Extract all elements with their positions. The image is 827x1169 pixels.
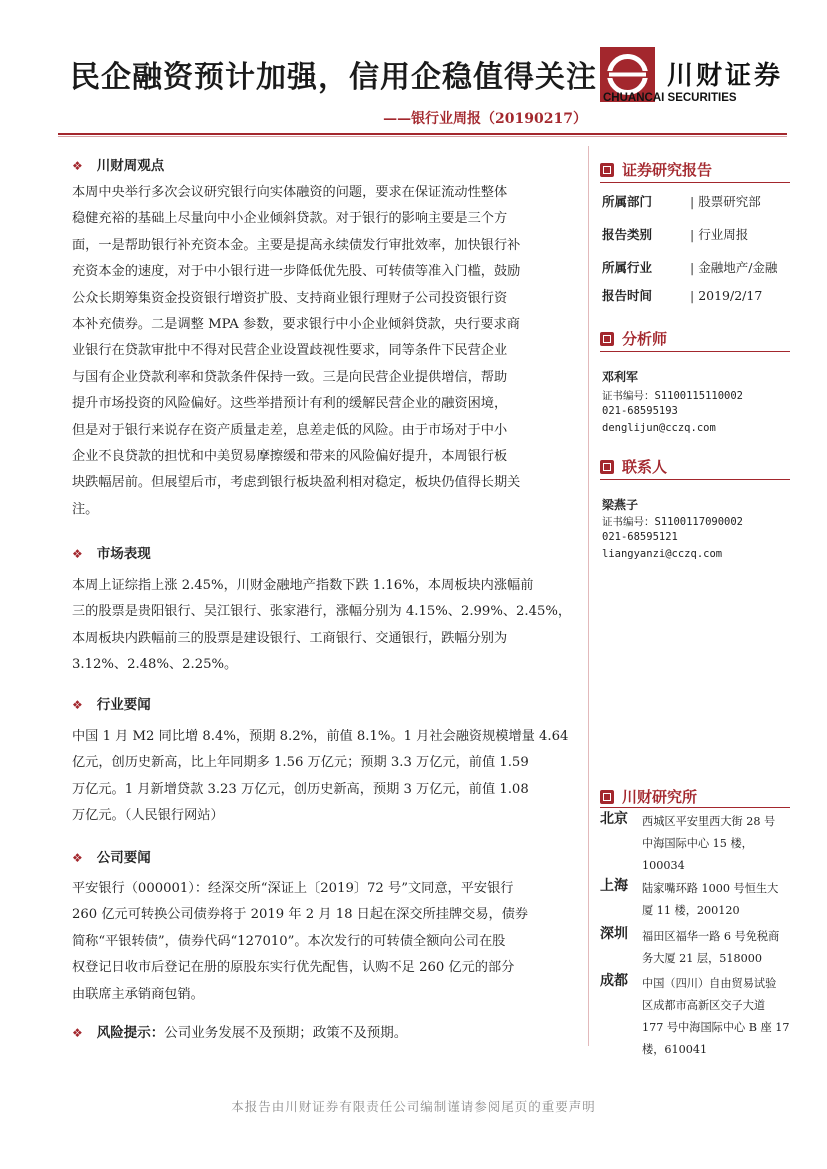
section-heading-company: ❖ 公司要闻 (72, 850, 151, 866)
text-line: 本周板块内跌幅前三的股票是建设银行、工商银行、交通银行，跌幅分别为 (72, 630, 508, 646)
meta-row: 报告时间| 2019/2/17 (602, 286, 762, 304)
text-line: 充资本金的速度，对于中小银行进一步降低优先股、可转债等准入门槛，鼓励 (72, 264, 521, 280)
analyst-phone: 021-68595193 (602, 405, 678, 417)
section-square-icon (600, 332, 614, 346)
text-line: 与国有企业贷款利率和贷款条件保持一致。三是向民营企业提供增信，帮助 (72, 369, 508, 385)
section-heading-view: ❖ 川财周观点 (72, 158, 165, 174)
industry-paragraph (72, 724, 580, 830)
risk-warning (72, 1021, 407, 1041)
report-meta-heading: 证券研究报告 (600, 159, 712, 180)
text-line: 简称“平银转债”，债券代码“127010”。本次发行的可转债全额向公司在股 (72, 933, 506, 949)
text-line: 三的股票是贵阳银行、吴江银行、张家港行，涨幅分别为 4.15%、2.99%、2.45%， (72, 604, 572, 620)
risk-label: 风险提示： (96, 1025, 165, 1041)
report-title: 民企融资预计加强，信用企稳值得关注 (70, 60, 597, 95)
text-line: 但是对于银行来说存在资产质量走差，息差走低的风险。由于市场对于中小 (72, 422, 508, 438)
text-line: 企业不良贷款的担忧和中美贸易摩擦缓和带来的风险偏好提升，本周银行板 (72, 449, 508, 465)
text-line: 权登记日收市后登记在册的原股东实行优先配售，认购不足 260 亿元的部分 (72, 960, 515, 976)
diamond-bullet-icon: ❖ (72, 159, 83, 173)
risk-text: 公司业务发展不及预期；政策不及预期。 (164, 1025, 408, 1041)
market-paragraph (72, 573, 580, 679)
text-line: 中国 1 月 M2 同比增 8.4%，预期 8.2%，前值 8.1%。1 月社会融资规模增量 4.64 (72, 729, 569, 744)
column-divider (588, 146, 589, 1046)
text-line: 稳健充裕的基础上尽量向中小企业倾斜贷款。对于银行的影响主要是三个方 (72, 211, 508, 227)
report-subtitle: ——银行业周报（20190217） (383, 111, 587, 127)
diamond-bullet-icon: ❖ (72, 547, 83, 561)
text-line: 本补充债券。二是调整 MPA 参数，要求银行中小企业倾斜贷款，央行要求商 (72, 317, 520, 333)
analyst-name: 邓利军 (602, 370, 639, 384)
meta-row: 报告类别| 行业周报 (602, 225, 748, 243)
header-divider (58, 133, 787, 135)
analyst-heading: 分析师 (600, 328, 667, 349)
logo-english-name: CHUANCAI SECURITIES (603, 92, 737, 104)
office-address: 福田区福华一路 6 号免税商 务大厦 21 层，518000 (642, 930, 780, 965)
contact-email[interactable]: liangyanzi@cczq.com (602, 548, 723, 560)
contact-phone: 021-68595121 (602, 531, 678, 543)
diamond-bullet-icon: ❖ (72, 698, 83, 712)
sidebar-divider (600, 182, 790, 183)
office-address: 西城区平安里西大街 28 号 中海国际中心 15 楼， 100034 (642, 815, 776, 872)
section-square-icon (600, 790, 614, 804)
section-square-icon (600, 460, 614, 474)
meta-row: 所属部门| 股票研究部 (602, 192, 761, 210)
text-line: 业银行在贷款审批中不得对民营企业设置歧视性要求，同等条件下民营企业 (72, 343, 508, 359)
office-address: 陆家嘴环路 1000 号恒生大 厦 11 楼，200120 (642, 882, 779, 917)
contact-heading: 联系人 (600, 456, 667, 477)
text-line: 提升市场投资的风险偏好。这些举措预计有利的缓解民营企业的融资困境， (72, 396, 508, 412)
institute-heading: 川财研究所 (600, 786, 697, 807)
view-paragraph (72, 180, 580, 523)
footer-disclaimer: 本报告由川财证券有限责任公司编制谨请参阅尾页的重要声明 (231, 1099, 596, 1114)
text-line: 平安银行（000001）：经深交所“深证上〔2019〕72 号”文同意，平安银行 (72, 881, 514, 896)
contact-cert: 证书编号：S1100117090002 (602, 516, 744, 528)
text-line: 注。 (72, 501, 99, 517)
text-line: 块跌幅居前。但展望后市，考虑到银行板块盈利相对稳定，板块仍值得长期关 (72, 475, 521, 491)
section-heading-industry: ❖ 行业要闻 (72, 697, 151, 713)
text-line: 公众长期筹集资金投资银行增资扩股、支持商业银行理财子公司投资银行资 (72, 290, 508, 306)
office-city: 北京 (600, 811, 628, 827)
diamond-bullet-icon: ❖ (72, 851, 83, 865)
text-line: 260 亿元可转换公司债券将于 2019 年 2 月 18 日起在深交所挂牌交易，债券 (72, 907, 529, 923)
text-line: 本周中央举行多次会议研究银行向实体融资的问题，要求在保证流动性整体 (72, 185, 508, 200)
office-city: 成都 (600, 973, 628, 989)
text-line: 万亿元。（人民银行网站） (72, 808, 224, 824)
company-paragraph (72, 876, 580, 1008)
text-line: 亿元，创历史新高，比上年同期多 1.56 万亿元；预期 3.3 万亿元，前值 1.59 (72, 755, 529, 771)
section-heading-market: ❖ 市场表现 (72, 546, 151, 562)
meta-row: 所属行业| 金融地产/金融 (602, 258, 777, 276)
sidebar-divider (600, 807, 790, 808)
text-line: 万亿元。1 月新增贷款 3.23 万亿元，创历史新高，预期 3 万亿元，前值 1.08 (72, 781, 529, 797)
text-line: 面，一是帮助银行补充资本金。主要是提高永续债发行审批效率，加快银行补 (72, 237, 521, 253)
analyst-cert: 证书编号：S1100115110002 (602, 390, 744, 402)
diamond-bullet-icon: ❖ (72, 1026, 83, 1040)
sidebar-divider (600, 351, 790, 352)
logo-chinese-name: 川财证券 (667, 61, 784, 91)
text-line: 3.12%、2.48%、2.25%。 (72, 657, 238, 673)
contact-name: 梁燕子 (602, 498, 639, 512)
office-city: 深圳 (600, 926, 628, 942)
section-square-icon (600, 163, 614, 177)
text-line: 由联席主承销商包销。 (72, 986, 204, 1002)
office-city: 上海 (600, 878, 628, 894)
sidebar-divider (600, 479, 790, 480)
text-line: 本周上证综指上涨 2.45%，川财金融地产指数下跌 1.16%，本周板块内涨幅前 (72, 578, 534, 593)
office-address: 中国（四川）自由贸易试验 区成都市高新区交子大道 177 号中海国际中心 B 座 17 楼，610041 (642, 977, 790, 1056)
header-divider-thin (58, 136, 787, 137)
analyst-email[interactable]: denglijun@cczq.com (602, 422, 716, 434)
